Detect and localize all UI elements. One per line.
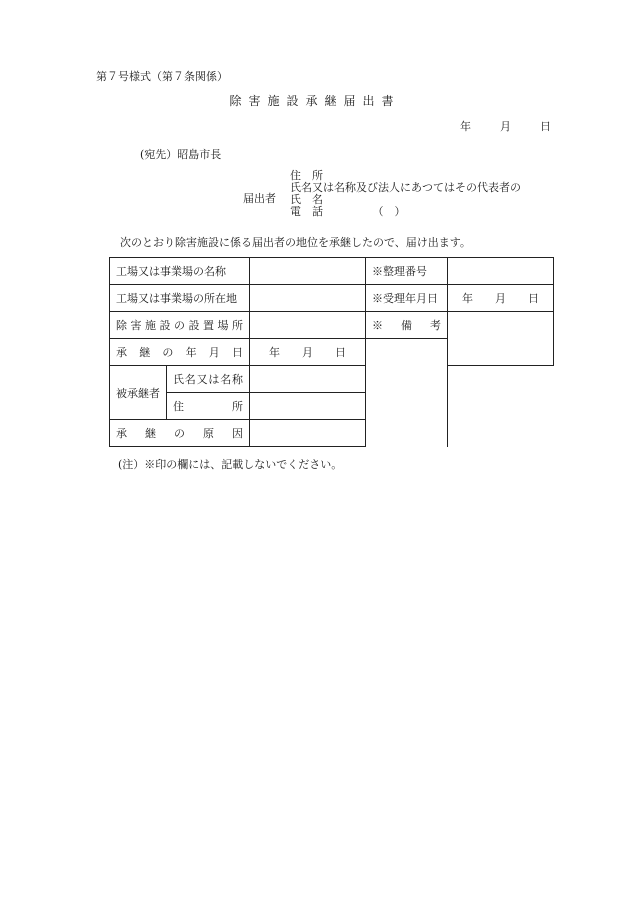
factory-location-field[interactable]	[250, 285, 366, 312]
receipt-date-label: ※受理年月日	[366, 285, 448, 312]
factory-name-field[interactable]	[250, 258, 366, 285]
date-day: 日	[540, 120, 551, 133]
succession-form-table	[109, 257, 554, 447]
predecessor-label: 被承継者	[110, 366, 167, 420]
notifier-name-label: 氏 名	[290, 193, 323, 206]
remarks-field[interactable]	[448, 312, 554, 366]
notifier-name-note: 氏名又は名称及び法人にあつてはその代表者の	[290, 181, 521, 194]
date-year: 年	[460, 120, 471, 133]
facility-location-field[interactable]	[250, 312, 366, 339]
succession-date-field[interactable]: 年 月 日	[250, 339, 366, 366]
ref-number-label: ※整理番号	[366, 258, 448, 285]
table-row	[110, 366, 554, 393]
ref-number-field[interactable]	[448, 258, 554, 285]
succession-reason-field[interactable]	[250, 420, 366, 447]
date-month: 月	[500, 120, 511, 133]
table-row	[110, 258, 554, 285]
predecessor-address-field[interactable]	[250, 393, 366, 420]
blank-area	[448, 366, 554, 447]
remarks-label: ※備考	[366, 312, 448, 339]
succession-reason-label: 承継の原因	[110, 420, 250, 447]
predecessor-name-label: 氏名又は名称	[167, 366, 250, 393]
facility-location-label: 除害施設の設置場所	[110, 312, 250, 339]
predecessor-address-label: 住所	[167, 393, 250, 420]
submission-date	[460, 118, 551, 134]
succession-date-label: 承継の年月日	[110, 339, 250, 366]
notifier-address-label: 住 所	[290, 169, 323, 182]
footnote: (注）※印の欄には、記載しないでください。	[118, 458, 343, 471]
notifier-label: 届出者	[243, 192, 276, 205]
addressee: (宛先）昭島市長	[140, 148, 222, 161]
predecessor-name-field[interactable]	[250, 366, 366, 393]
factory-name-label: 工場又は事業場の名称	[110, 258, 250, 285]
document-title: 除害施設承継届出書	[229, 94, 401, 108]
notifier-block	[290, 170, 521, 218]
form-number: 第７号様式（第７条関係）	[96, 70, 228, 83]
intro-text: 次のとおり除害施設に係る届出者の地位を承継したので、届け出ます。	[120, 236, 471, 249]
table-row	[110, 285, 554, 312]
factory-location-label: 工場又は事業場の所在地	[110, 285, 250, 312]
blank-area	[366, 339, 448, 447]
table-row	[110, 312, 554, 339]
notifier-phone-label: 電 話 （ ）	[290, 205, 406, 218]
receipt-date-field[interactable]: 年 月 日	[448, 285, 554, 312]
